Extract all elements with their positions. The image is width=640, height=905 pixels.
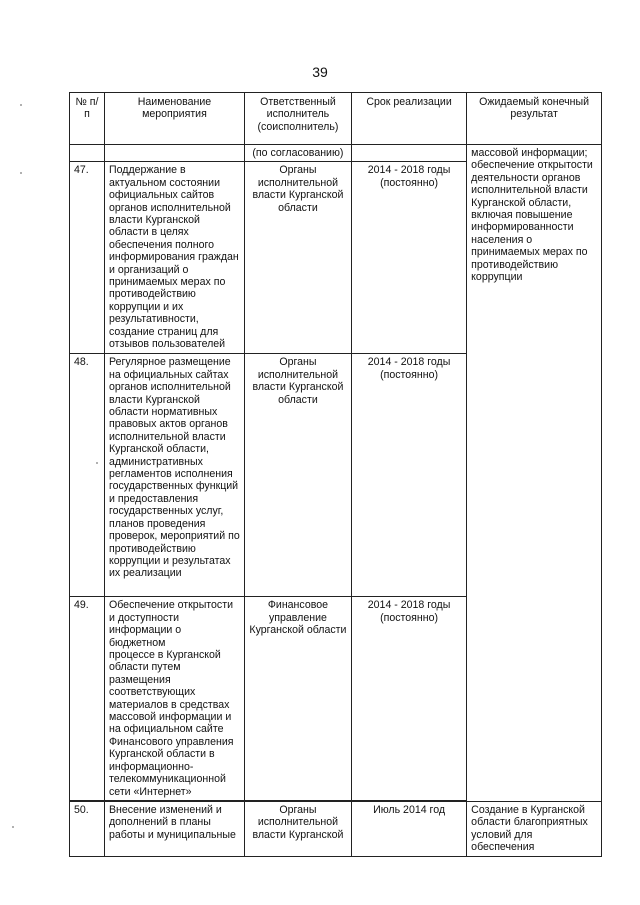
- header-term: Срок реализации: [351, 93, 466, 145]
- cell-empty: [351, 145, 466, 162]
- row-number: 47.: [70, 162, 105, 354]
- row-name: Обеспечение открытости и доступности информации о бюджетном процессе в Курганской области путем размещения соответствующих материалов в средствах массовой информации и на официальном сайте Финансового управления Курганской области в информационно- телекоммуникационной сети «Интернет»: [104, 597, 244, 801]
- row-name: Регулярное размещение на официальных сайтах органов исполнительной власти Курганской области нормативных правовых актов органов исполнительной власти Курганской области, административных регламентов исполнения государственных функций и предоставления государственных услуг, планов проведения проверок, мероприятий по противодействию коррупции и результатах их реализации: [104, 354, 244, 597]
- row-executor: Органы исполнительной власти Курганской области: [244, 354, 351, 597]
- row-term: Июль 2014 год: [351, 801, 466, 856]
- row-executor: Органы исполнительной власти Курганской: [244, 801, 351, 856]
- row-number: 49.: [70, 597, 105, 801]
- row-name: Поддержание в актуальном состоянии официальных сайтов органов исполнительной власти Курганской области в целях обеспечения полного информирования граждан и организаций о принимаемых мерах по противодействию коррупции и их результативности, создание страниц для отзывов пользователей: [104, 162, 244, 354]
- continuation-executor: (по согласованию): [244, 145, 351, 162]
- row-result: Создание в Курганской области благоприятных условий для обеспечения: [467, 801, 602, 856]
- row-term: 2014 - 2018 годы (постоянно): [351, 162, 466, 354]
- header-name: Наименование мероприятия: [104, 93, 244, 145]
- scan-speck: [12, 826, 14, 828]
- table-header-row: [70, 93, 602, 145]
- cell-empty: [104, 145, 244, 162]
- page-number: 39: [312, 64, 328, 80]
- scan-speck: [20, 172, 22, 174]
- measures-table: [69, 92, 602, 857]
- cell-empty: [70, 145, 105, 162]
- row-term: 2014 - 2018 годы (постоянно): [351, 597, 466, 801]
- row-term: 2014 - 2018 годы (постоянно): [351, 354, 466, 597]
- row-number: 50.: [70, 801, 105, 856]
- row-executor: Финансовое управление Курганской области: [244, 597, 351, 801]
- merged-result-cell: массовой информации; обеспечение открытости деятельности органов исполнительной власти Курганской области, включая повышение информированности населения о принимаемых мерах по противодействию коррупции: [467, 145, 602, 802]
- scan-speck: [96, 462, 98, 464]
- continuation-row: [70, 145, 602, 162]
- header-number: № п/п: [70, 93, 105, 145]
- scan-speck: [20, 104, 22, 106]
- row-executor: Органы исполнительной власти Курганской области: [244, 162, 351, 354]
- row-name: Внесение изменений и дополнений в планы работы и муниципальные: [104, 801, 244, 856]
- table-row: [70, 801, 602, 856]
- row-number: 48.: [70, 354, 105, 597]
- header-executor: Ответственный исполнитель (соисполнитель): [244, 93, 351, 145]
- header-result: Ожидаемый конечный результат: [467, 93, 602, 145]
